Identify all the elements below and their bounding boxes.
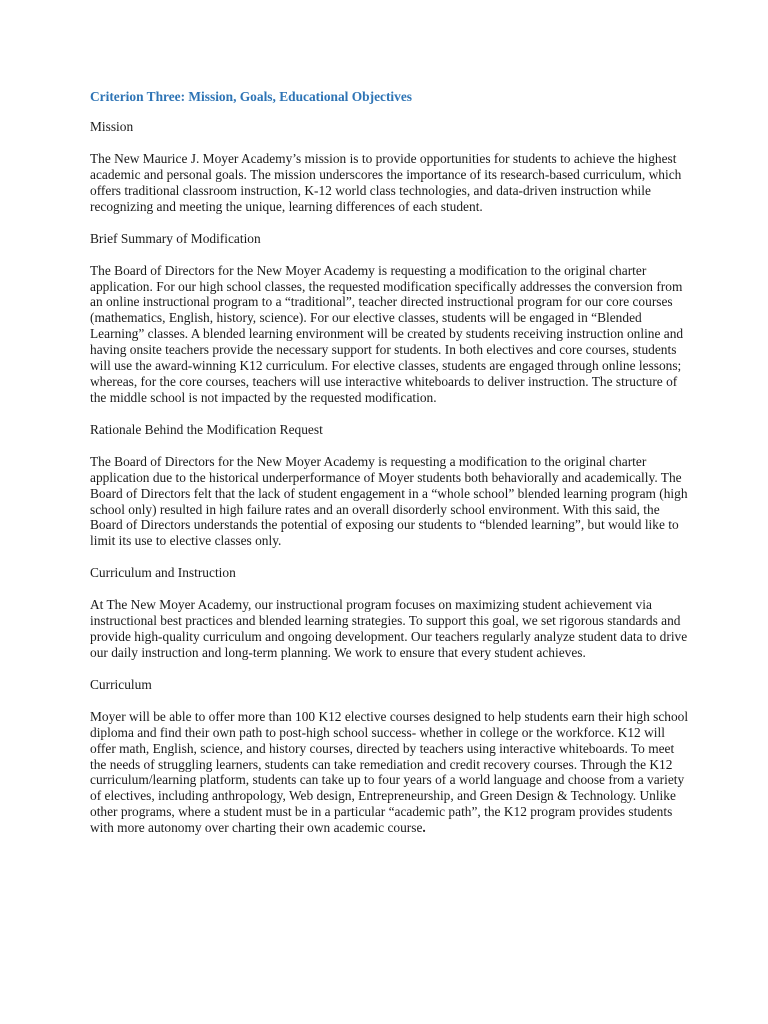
paragraph-curriculum-instruction: At The New Moyer Academy, our instructional program focuses on maximizing student achievement via instructional best practices and blended learning strategies. To support this goal, we set rigorous standards and provide high-quality curriculum and ongoing development. Our teachers regularly analyze student data to drive our daily instruction and long-term planning. We work to ensure that every student achieves. — [90, 597, 688, 660]
section-heading-rationale: Rationale Behind the Modification Request — [90, 421, 323, 437]
paragraph-curriculum — [90, 709, 690, 836]
section-heading-curriculum: Curriculum — [90, 676, 152, 692]
paragraph-summary: The Board of Directors for the New Moyer Academy is requesting a modification to the original charter application. For our high school classes, the requested modification specifically addresses the conversion from an online instructional program to a “traditional”, teacher directed instructional program for our core courses (mathematics, English, history, science). For our elective classes, students will be engaged in “Blended Learning” classes. A blended learning environment will be created by students receiving instruction online and having onsite teachers provide the necessary support for students. In both electives and core courses, students will use the award-winning K12 curriculum. For elective classes, students are engaged through online lessons; whereas, for the core courses, teachers will use interactive whiteboards to deliver instruction. The structure of the middle school is not impacted by the requested modification. — [90, 262, 684, 405]
paragraph-curriculum-text: Moyer will be able to offer more than 100 K12 elective courses designed to help students earn their high school diploma and find their own path to post-high school success- whether in college or the workforce. K12 will offer math, English, science, and history courses, directed by teachers using interactive whiteboards. To meet the needs of struggling learners, students can take remediation and credit recovery courses. Through the K12 curriculum/learning platform, students can take up to four years of a world language and choose from a variety of electives, including anthropology, Web design, Entrepreneurship, and Green Design & Technology. Unlike other programs, where a student must be in a particular “academic path”, the K12 program provides students with more autonomy over charting their own academic course — [90, 708, 689, 836]
document-title: Criterion Three: Mission, Goals, Educational Objectives — [90, 89, 412, 104]
section-heading-summary: Brief Summary of Modification — [90, 230, 261, 246]
section-heading-mission: Mission — [90, 119, 134, 134]
document-page — [90, 88, 690, 852]
paragraph-rationale: The Board of Directors for the New Moyer Academy is requesting a modification to the original charter application due to the historical underperformance of Moyer students both behaviorally and academically. The Board of Directors felt that the lack of student engagement in a “whole school” blended learning program (high school only) resulted in high failure rates and an overall disorderly school environment. With this said, the Board of Directors understands the potential of exposing our students to “blended learning”, but would like to limit its use to elective classes only. — [90, 453, 688, 549]
paragraph-mission: The New Maurice J. Moyer Academy’s mission is to provide opportunities for students to achieve the highest academic and personal goals. The mission underscores the importance of its research-based curriculum, which offers traditional classroom instruction, K-12 world class technologies, and data-driven instruction while recognizing and meeting the unique, learning differences of each student. — [90, 151, 682, 214]
section-heading-curriculum-instruction: Curriculum and Instruction — [90, 565, 236, 581]
paragraph-curriculum-period: . — [422, 820, 426, 836]
